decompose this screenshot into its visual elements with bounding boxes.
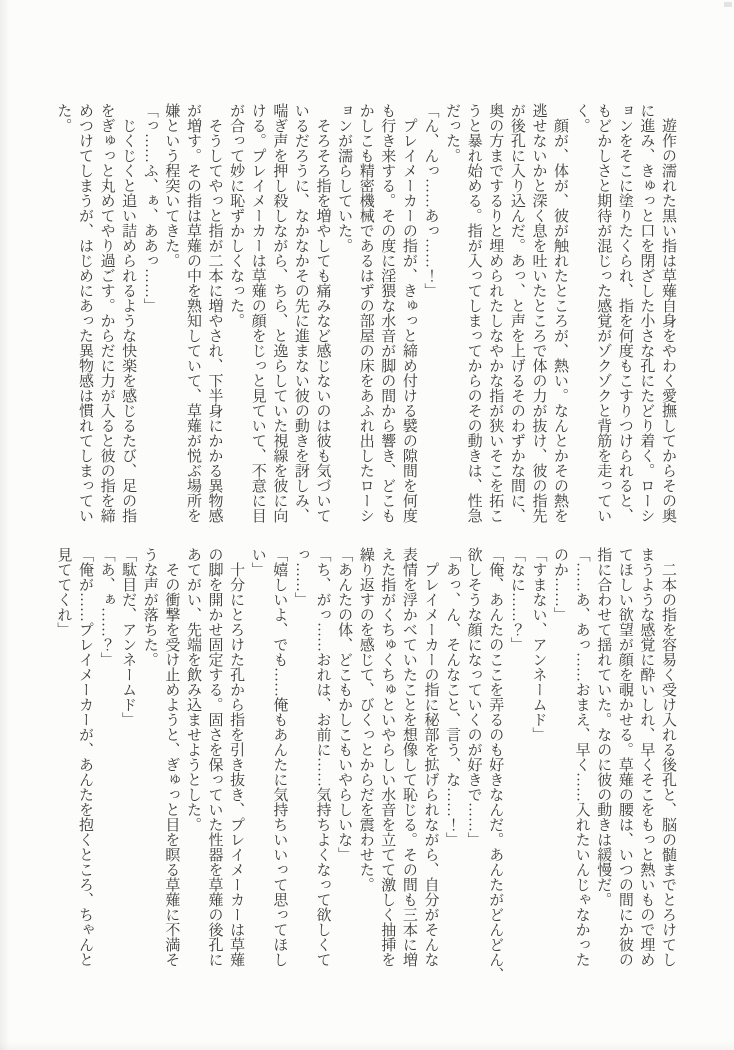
text-line: に進み、きゅっと口を閉ざした小さな孔にたどり着く。ローシ	[638, 103, 655, 523]
text-line: が増す。その指は草薙の中を熟知していて、草薙が悦ぶ場所を	[184, 103, 201, 523]
text-line: てほしい欲望が顔を覗かせる。草薙の腰は、いつの間にか彼の	[616, 547, 633, 967]
text-line: 二本の指を容易く受け入れる後孔と、脳の髄までとろけてし	[660, 547, 676, 967]
text-line: 「ん、んっ……あっ……！」	[422, 103, 439, 298]
page-bottom-shadow	[0, 1042, 734, 1050]
text-line: っ……」	[292, 547, 309, 607]
text-line: まうような感覚に酔いしれ、早くそこをもっと熱いもので埋め	[638, 547, 655, 967]
text-line: かしこも精密機械であるはずの部屋の床をあふれ出したローシ	[357, 103, 374, 523]
text-line: 奥の方までするりと埋められたしなやかな指が狭いそこを拓こ	[487, 103, 504, 523]
text-line: 「俺が……プレイメーカーが、あんたを抱くところ、ちゃんと	[76, 547, 93, 967]
text-block-lower	[52, 547, 678, 982]
text-line: 「駄目だ、アンネームド」	[120, 547, 137, 727]
text-line: うな声が落ちた。	[141, 547, 158, 667]
text-line: もどかしさと期待が混じった感覚がゾクゾクと背筋を走ってい	[595, 103, 612, 523]
text-line: 表情を浮かべていたことを想像して恥じる。その間も三本に増	[400, 547, 417, 967]
text-line: 喘ぎ声を押し殺しながら、ちら、と逸らしていた視線を彼に向	[271, 103, 288, 523]
text-line: 「嬉しいよ、でも……俺もあんたに気持ちいいって思ってほし	[271, 547, 288, 967]
text-line: も行き来する。その度に淫猥な水音が脚の間から響き、どこも	[379, 103, 396, 523]
text-line: ョンが濡らしていた。	[336, 103, 353, 253]
text-line: 十分にとろけた孔から指を引き抜き、プレイメーカーは草薙	[228, 547, 245, 967]
text-line: 「あっ、ん、そんなこと、言う、な……！」	[444, 547, 461, 847]
text-line: 逃せないかと深く息を吐いたところで体の力が抜け、彼の指先	[530, 103, 547, 523]
text-line: いるだろうに、なかなかその先に進まない彼の動きを訝しみ、	[292, 103, 309, 523]
text-line: 顔が、体が、彼が触れたところが、熱い。なんとかその熱を	[552, 103, 569, 523]
text-line: うと暴れ始める。指が入ってしまってからのその動きは、性急	[465, 103, 482, 523]
text-line: 遊作の濡れた黒い指は草薙自身をやわく愛撫してからその奥	[660, 103, 676, 523]
text-line: 「あ、ぁ……？」	[98, 547, 115, 667]
text-line: 「俺、あんたのここを弄るのも好きなんだ。あんたがどんどん、	[487, 547, 504, 982]
text-line: ョンをそこに塗りたくられ、指を何度もこすりつけられると、	[616, 103, 633, 523]
text-line: えた指がくちゅくちゅといやらしい水音を立てて激しく抽挿を	[379, 547, 396, 967]
text-line: 「っ……ふ、ぁ、ああっ……」	[141, 103, 158, 313]
text-line: 嫌という程突いてきた。	[163, 103, 180, 268]
text-line: だった。	[444, 103, 461, 163]
text-line: プレイメーカーの指が、きゅっと締め付ける襞の隙間を何度	[400, 103, 417, 523]
text-line: が後孔に入り込んだ。あっ、と声を上げるそのわずかな間に、	[508, 103, 525, 523]
text-line: じくじくと追い詰められるような快楽を感じるたび、足の指	[120, 103, 137, 523]
text-line: をぎゅっと丸めてやり過ごす。からだに力が入ると彼の指を締	[98, 103, 115, 523]
text-line: い」	[249, 547, 266, 577]
text-line: 「あんたの体、どこもかしこもいやらしいな」	[336, 547, 353, 862]
text-line: 繰り返すのを感じて、びくっとからだを震わせた。	[357, 547, 374, 892]
text-line: 見ててくれ」	[55, 547, 72, 637]
text-line: 「なに……？」	[508, 547, 525, 652]
text-line: のか……」	[552, 547, 569, 622]
text-line: 「……あ、あっ……おまえ、早く……入れたいんじゃなかった	[573, 547, 590, 967]
text-line: 「ち、がっ……おれは、お前に……気持ちよくなって欲しくて	[314, 547, 331, 967]
text-line: ける。プレイメーカーは草薙の顔をじっと見ていて、不意に目	[249, 103, 266, 523]
text-line: く。	[573, 103, 590, 133]
text-block-upper	[52, 103, 678, 533]
text-line: そろそろ指を増やしても痛みなど感じないのは彼も気づいて	[314, 103, 331, 523]
text-line: そうしてやっと指が二本に増やされ、下半身にかかる異物感	[206, 103, 223, 523]
text-line: めつけてしまうが、はじめにあった異物感は慣れてしまってい	[76, 103, 93, 523]
text-line: その衝撃を受け止めようと、ぎゅっと目を瞑る草薙に不満そ	[163, 547, 180, 967]
text-line: 欲しそうな顔になっていくのが好きで……」	[465, 547, 482, 847]
text-line: の脚を開かせ固定する。固さを保っていた性器を草薙の後孔に	[206, 547, 223, 967]
text-line: プレイメーカーの指に秘部を拡げられながら、自分がそんな	[422, 547, 439, 967]
text-line: た。	[55, 103, 72, 133]
page-gutter-shadow	[0, 0, 10, 1050]
text-line: 「すまない、アンネームド」	[530, 547, 547, 742]
scan-corner-artifact	[724, 2, 732, 7]
text-line: が合って妙に恥ずかしくなった。	[228, 103, 245, 328]
text-line: 指に合わせて揺れていた。なのに彼の動きは緩慢だ。	[595, 547, 612, 907]
text-line: あてがい、先端を飲み込ませようとした。	[184, 547, 201, 832]
